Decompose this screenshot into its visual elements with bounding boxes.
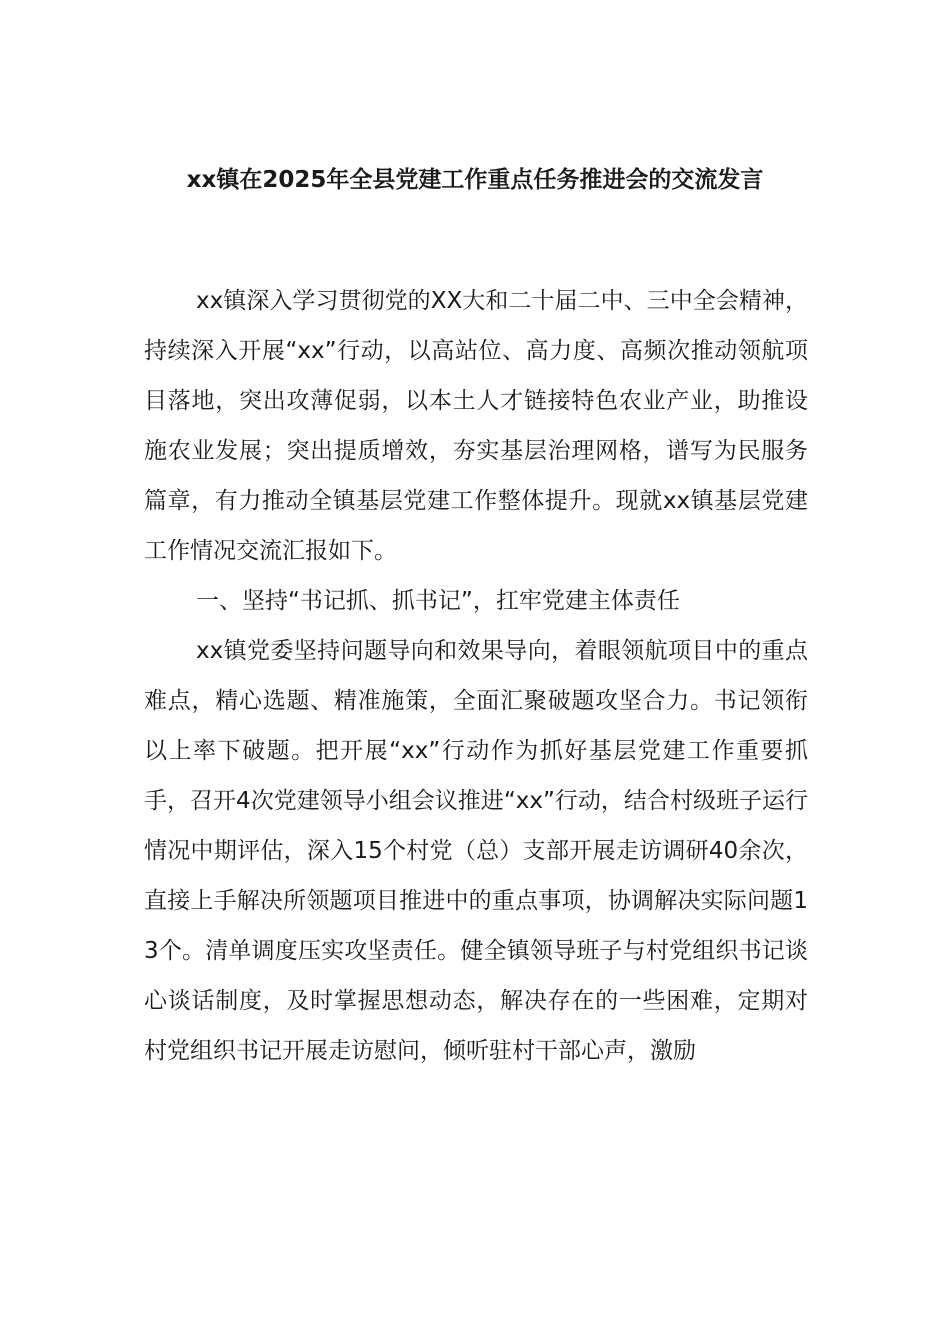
document-body [144, 276, 808, 1076]
section-heading-1: 一、坚持“书记抓、抓书记”，扛牢党建主体责任 [196, 588, 680, 614]
paragraph-intro: xx镇深入学习贯彻党的XX大和二十届二中、三中全会精神，持续深入开展“xx”行动，以高站位、高力度、高频次推动领航项目落地，突出攻薄促弱，以本土人才链接特色农业产业，助推设施农业发展；突出提质增效，夯实基层治理网格，谱写为民服务篇章，有力推动全镇基层党建工作整体提升。现就xx镇基层党建工作情况交流汇报如下。 [144, 288, 808, 564]
paragraph-section-1: xx镇党委坚持问题导向和效果导向，着眼领航项目中的重点难点，精心选题、精准施策，全面汇聚破题攻坚合力。书记领衔以上率下破题。把开展“xx”行动作为抓好基层党建工作重要抓手，召开4次党建领导小组会议推进“xx”行动，结合村级班子运行情况中期评估，深入15个村党（总）支部开展走访调研40余次，直接上手解决所领题项目推进中的重点事项，协调解决实际问题13个。清单调度压实攻坚责任。健全镇领导班子与村党组织书记谈心谈话制度，及时掌握思想动态，解决存在的一些困难，定期对村党组织书记开展走访慰问，倾听驻村干部心声，激励 [144, 638, 808, 1064]
document-title: xx镇在2025年全县党建工作重点任务推进会的交流发言 [186, 167, 764, 193]
